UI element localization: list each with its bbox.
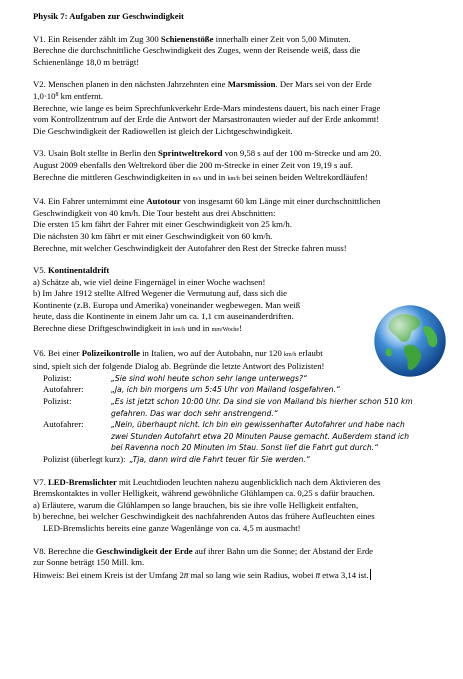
task-v7-part-a: a) Erläutere, warum die Glühlampen so lange brauchen, bis sie ihre volle Helligkeit entfalten, — [33, 499, 359, 510]
task-v7-part-b-line2: LED-Bremslichts bereits eine ganze Wagenlänge von ca. 4,5 m ausmacht! — [43, 522, 301, 533]
task-v4-line1: V4. Ein Fahrer unternimmt eine Autotour von insgesamt 60 km Länge mit einer durchschnittlichen — [33, 196, 381, 207]
task-v1 — [33, 34, 441, 69]
task-v5-part-b-line1: b) Im Jahre 1912 stellte Alfred Wegener die Vermutung auf, dass sich die — [33, 288, 287, 299]
earth-globe-icon — [372, 303, 448, 379]
task-v4-line4: Die nächsten 30 km fährt er mit einer Geschwindigkeit von 60 km/h. — [33, 230, 273, 241]
task-v7-keyword: LED-Bremslichter — [47, 476, 117, 487]
task-v3-line2: August 2009 ebenfalls den Weltrekord über die 200 m-Strecke in einer Zeit von 19,19 s auf. — [33, 159, 353, 170]
task-v2 — [33, 79, 441, 137]
task-v8-line3: Hinweis: Bei einem Kreis ist der Umfang 2π mal so lang wie sein Radius, wobei π etwa 3,14 ist. — [33, 569, 369, 580]
task-v5-keyword: Kontinentaldrift — [47, 265, 110, 276]
dialog-row — [43, 396, 441, 419]
dialog-text: „Es ist jetzt schon 10:00 Uhr. Da sind sie von Mailand bis hierher schon 510 km gefahren. Das war doch sehr anstrengend.“ — [111, 397, 413, 418]
dialog-speaker: Polizist: — [43, 396, 72, 407]
dialog-text: „Ja, ich bin morgens um 5:45 Uhr von Mailand losgefahren.“ — [111, 385, 340, 395]
task-v6-line1: V6. Bei einer Polizeikontrolle in Italien, wo auf der Autobahn, nur 120 km/h erlaubt — [33, 347, 323, 358]
task-v8-line2: zur Sonne beträgt 150 Mill. km. — [33, 557, 145, 568]
task-v1-line1: V1. Ein Reisender zählt im Zug 300 Schienenstöße innerhalb einer Zeit von 5,00 Minuten. — [33, 33, 351, 44]
task-v2-line2: $1,0\cdot 10^8$ km entfernt. — [33, 90, 104, 101]
task-v5-part-b-line3: heute, dass die Kontinente in einem Jahr um ca. 1,1 cm auseinanderdriften. — [33, 311, 294, 322]
task-v8 — [33, 546, 441, 582]
task-v4 — [33, 196, 441, 254]
dialog-row — [43, 419, 441, 454]
task-v4-line3: Die ersten 15 km fährt der Fahrer mit einer Geschwindigkeit von 25 km/h. — [33, 219, 292, 230]
unit-km-per-h: km/h — [172, 327, 186, 334]
task-v7 — [33, 477, 441, 535]
task-v4-line5: Berechne, mit welcher Geschwindigkeit der Autofahrer den Rest der Strecke fahren muss! — [33, 242, 347, 253]
dialog-text: „Tja, dann wird die Fahrt teuer für Sie werden.“ — [129, 455, 310, 464]
task-v1-line2: Berechne die durchschnittliche Geschwindigkeit des Zuges, wenn der Reisende weiß, dass die — [33, 45, 361, 56]
task-v5-part-b-line4: Berechne diese Driftgeschwindigkeit in km/h und in mm/Woche! — [33, 323, 242, 334]
task-v3-line1: V3. Usain Bolt stellte in Berlin den Sprintweltrekord von 9,58 s auf der 100 m-Strecke und am 20. — [33, 148, 382, 159]
task-v6-line2: sind, spielt sich der folgende Dialog ab. Begründe die letzte Antwort des Polizisten! — [33, 361, 325, 372]
task-v2-line3: Berechne, wie lange es beim Sprechfunkverkehr Erde-Mars mindestens dauert, bis nach einer Frage — [33, 102, 381, 113]
task-v7-line2: Bremskontaktes in voller Helligkeit, während gewöhnliche Glühlampen ca. 0,25 s dafür brauchen. — [33, 488, 375, 499]
dialog-text: „Sie sind wohl heute schon sehr lange unterwegs?“ — [111, 373, 307, 383]
task-v8-keyword: Geschwindigkeit der Erde — [95, 545, 193, 556]
dialog-speaker: Polizist: — [43, 372, 72, 383]
police-dialog — [43, 373, 441, 466]
dialog-text: „Nein, überhaupt nicht. Ich bin ein gewissenhafter Autofahrer und habe nach zwei Stunden Autofahrt etwa 20 Minuten Pause gemacht. Außerdem stand ich bei Ravenna noch 20 Minuten im Stau. Sonst lief die Fahrt gut durch.“ — [111, 420, 410, 453]
task-v5-line1: V5. Kontinentaldrift — [33, 265, 110, 276]
task-v3-keyword: Sprintweltrekord — [158, 148, 223, 159]
unit-km-per-h: km/h — [284, 351, 297, 358]
task-v1-line3: Schienenlänge 18,0 m beträgt! — [33, 56, 140, 67]
task-v2-line1: V2. Menschen planen in den nächsten Jahrzehnten eine Marsmission. Der Mars sei von der Erde — [33, 79, 372, 90]
pi-symbol: π — [183, 570, 189, 580]
dialog-speaker: Polizist (überlegt kurz): — [43, 454, 126, 464]
globe-highlight — [374, 305, 445, 376]
task-v3 — [33, 148, 441, 185]
task-v1-keyword: Schienenstöße — [160, 33, 214, 44]
worksheet-title: Physik 7: Aufgaben zur Geschwindigkeit — [33, 11, 184, 21]
dialog-speaker: Autofahrer: — [43, 419, 84, 430]
text-cursor[interactable] — [370, 569, 371, 580]
task-v7-part-b-line1: b) berechne, bei welcher Geschwindigkeit des nachfahrenden Autos das frühere Aufleuchten eines — [33, 511, 375, 522]
dialog-speaker: Autofahrer: — [43, 384, 84, 395]
task-v8-line1: V8. Berechne die Geschwindigkeit der Erde auf ihrer Bahn um die Sonne; der Abstand der Erde — [33, 545, 374, 556]
task-v5-part-b-line2: Kontinente (z.B. Europa und Amerika) voneinander wegbewegen. Man weiß — [33, 299, 301, 310]
unit-m-per-s: m/s — [192, 175, 202, 182]
task-v5-part-a: a) Schätze ab, wie viel deine Fingernägel in einer Woche wachsen! — [33, 276, 266, 287]
unit-mm-per-week: mm/Woche — [211, 327, 240, 334]
dialog-row — [43, 384, 441, 396]
task-v4-keyword: Autotour — [146, 196, 181, 207]
task-v2-line5: Die Geschwindigkeit der Radiowellen ist gleich der Lichtgeschwindigkeit. — [33, 125, 293, 136]
task-v6-keyword: Polizeikontrolle — [81, 347, 140, 358]
task-v2-keyword: Marsmission — [227, 79, 276, 90]
task-v2-line4: vom Kontrollzentrum auf der Erde die Antwort der Marsastronauten wieder auf der Erde ankommt! — [33, 114, 380, 125]
unit-km-per-h: km/h — [227, 175, 240, 182]
dialog-row — [43, 454, 441, 466]
task-v3-line3: Berechne die mittleren Geschwindigkeiten in m/s und in km/h bei seinen beiden Weltrekordläufen! — [33, 171, 368, 182]
task-v4-line2: Geschwindigkeit von 40 km/h. Die Tour besteht aus drei Abschnitten: — [33, 207, 276, 218]
pi-symbol: π — [315, 570, 321, 580]
task-v7-line1: V7. LED-Bremslichter mit Leuchtdioden leuchten nahezu augenblicklich nach dem Aktivieren des — [33, 476, 381, 487]
